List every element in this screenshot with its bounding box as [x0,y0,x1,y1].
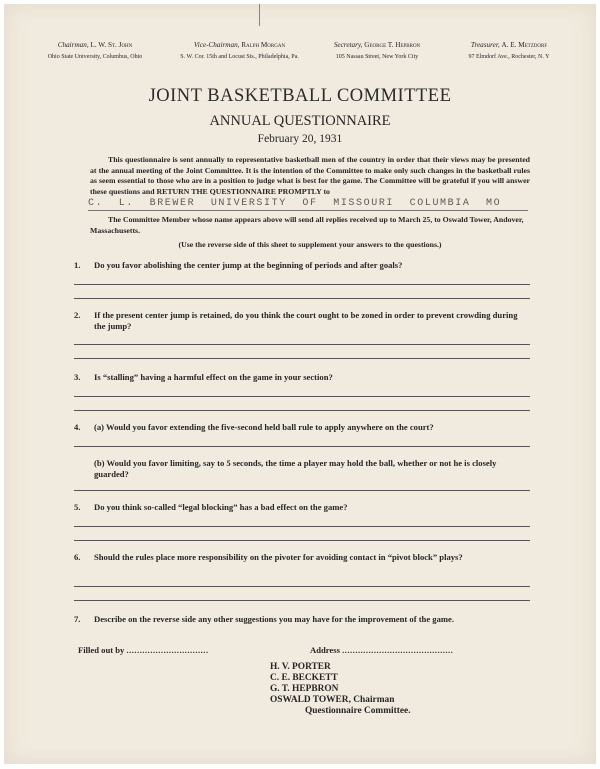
signatory-committee: Questionnaire Committee. [305,706,411,716]
answer-line[interactable] [74,526,530,527]
document-title: JOINT BASKETBALL COMMITTEE [148,86,452,106]
paper-crease [259,4,260,26]
address-field[interactable]: .......................................... [342,645,454,655]
question-4a: 4. (a) Would you favor extending the five-second held ball rule to apply anywhere on the court? [74,422,434,432]
question-1: 1. Do you favor abolishing the center jump at the beginning of periods and after goals? [74,260,403,270]
answer-line[interactable] [74,600,530,601]
signatory: H. V. PORTER [270,662,331,672]
answer-line[interactable] [74,358,530,359]
answer-line[interactable] [74,490,530,491]
signatory: OSWALD TOWER, Chairman [270,695,395,705]
filled-out-label: Filled out by [78,645,125,655]
filled-out-row [78,645,538,655]
answer-line[interactable] [74,446,530,447]
document-date: February 20, 1931 [257,133,343,145]
question-3: 3. Is “stalling” having a harmful effect on the game in your section? [74,372,333,382]
intro-paragraph: This questionnaire is sent annually to representative basketball men of the country in order that their views may be presented at the annual meeting of the Joint Committee. It is the intention of the Committee to make only such changes in the basketball rules as seem essential to those who are in a position to judge what is best for the game. The Committee will be grateful if you will answer these questions and RETURN THE QUESTIONNAIRE PROMPTLY to [90,155,530,196]
question-5: 5. Do you think so-called “legal blocking” has a bad effect on the game? [74,502,348,512]
answer-line[interactable] [74,540,530,541]
question-7: 7. Describe on the reverse side any other suggestions you may have for the improvement of the game. [74,614,455,624]
member-note: The Committee Member whose name appears above will send all replies received up to March 25, to Oswald Tower, Andover, Massachusetts. [90,215,524,235]
recipient-underline [88,210,528,211]
officer-treasurer: Treasurer, A. E. Metzdorf 97 Elmdorf Ave., Rochester, N. Y [468,41,550,60]
answer-line[interactable] [74,410,530,411]
answer-line[interactable] [74,284,530,285]
officer-vice-chairman: Vice-Chairman, Ralph Morgan S. W. Cor. 15th and Locust Sts., Philadelphia, Pa. [180,41,299,60]
answer-line[interactable] [74,344,530,345]
reverse-side-note: (Use the reverse side of this sheet to supplement your answers to the questions.) [178,240,442,249]
question-2: 2. If the present center jump is retained, do you think the court ought to be zoned in order to prevent crowding during the jump? [74,310,518,331]
answer-line[interactable] [74,396,530,397]
officer-secretary: Secretary, George T. Hepbron 105 Nassau Street, New York City [333,41,421,60]
address-label: Address [310,645,340,655]
answer-line[interactable] [74,298,530,299]
filled-out-field[interactable]: ............................... [126,645,209,655]
typed-recipient: C. L. BREWER UNIVERSITY OF MISSOURI COLUMBIA MO [88,198,502,209]
answer-line[interactable] [74,586,530,587]
question-6: 6. Should the rules place more responsibility on the pivoter for avoiding contact in “pivot block” plays? [74,552,463,562]
signatory: G. T. HEPBRON [270,684,339,694]
signatory: C. E. BECKETT [270,673,338,683]
document-subtitle: ANNUAL QUESTIONNAIRE [209,113,391,129]
question-4b: (b) Would you favor limiting, say to 5 seconds, the time a player may hold the ball, whether or not he is closely guarded? [94,458,497,479]
officer-chairman: Chairman, L. W. St. John Ohio State University, Columbus, Ohio [47,41,143,60]
